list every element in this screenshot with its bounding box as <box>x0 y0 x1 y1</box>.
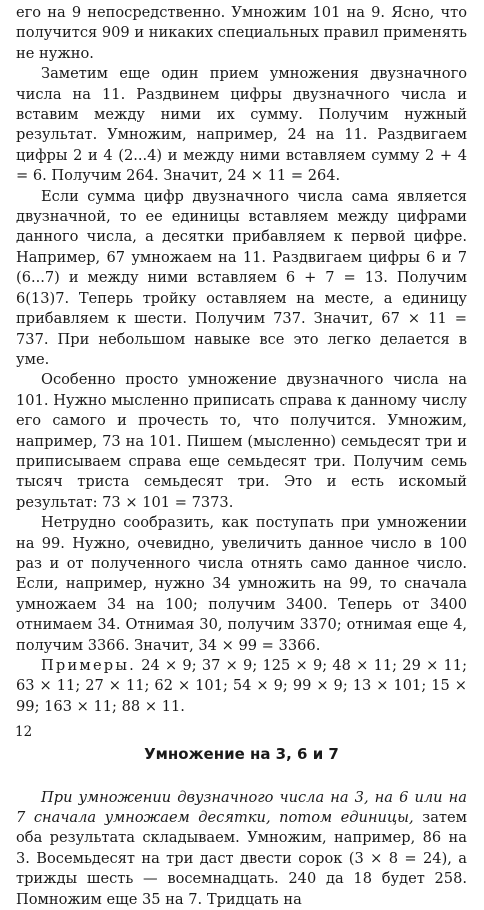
paragraph-continuation: его на 9 непосредственно. Умножим 101 на 9. Ясно, что получится 909 и никаких специальных правил применять не нужно. <box>16 4 467 62</box>
page-number: 12 <box>15 724 33 740</box>
examples-list: 24 × 9; 37 × 9; 125 × 9; 48 × 11; 29 × 11; 63 × 11; 27 × 11; 62 × 101; 54 × 9; 99 × 9; 13 × 101; 15 × 99; 163 × 11; 88 × 11. <box>16 657 467 715</box>
paragraph-multiply-by-101: Особенно просто умножение двузначного числа на 101. Нужно мысленно приписать справа к данному числу его самого и прочесть то, что получится. Умножим, например, 73 на 101. Пишем (мысленно) семьдесят три и приписываем справа еще семьдесят три. Получим семь тысяч триста семьдесят три. Это и есть искомый результат: 73 × 101 = 7373. <box>16 371 467 511</box>
paragraph-two-digit-sum: Если сумма цифр двузначного числа сама является двузначной, то ее единицы вставляем между цифрами данного числа, а десятки прибавляем к первой цифре. Например, 67 умножаем на 11. Раздвигаем цифры 6 и 7 (6...7) и между ними вставляем 6 + 7 = 13. Получим 6(13)7. Теперь тройку оставляем на месте, а единицу прибавляем к шести. Получим 737. Значит, 67 × 11 = 737. При небольшом навыке все это легко делается в уме. <box>16 187 467 368</box>
paragraph-multiply-by-11: Заметим еще один прием умножения двузначного числа на 11. Раздвинем цифры двузначного числа и вставим между ними их сумму. Получим нужный результат. Умножим, например, 24 на 11. Раздвигаем цифры 2 и 4 (2...4) и между ними вставляем сумму 2 + 4 = 6. Получим 264. Значит, 24 × 11 = 264. <box>16 65 467 185</box>
rule-body-text: затем оба результата складываем. Умножим, например, 86 на 3. Восемьдесят на три даст двести сорок (3 × 8 = 24), а трижды шесть — восемнадцать. 240 да 18 будет 258. Помножим еще 35 на 7. Тридцать на <box>16 809 467 908</box>
paragraph-multiply-by-3-6-7 <box>16 788 467 910</box>
paragraph-multiply-by-99: Нетрудно сообразить, как поступать при умножении на 99. Нужно, очевидно, увеличить данное число в 100 раз и от полученного числа отнять само данное число. Если, например, нужно 34 умножить на 99, то сначала умножаем 34 на 100; получим 3400. Теперь от 3400 отнимаем 34. Отнимая 30, получим 3370; отнимая еще 4, получим 3366. Значит, 34 × 99 = 3366. <box>16 514 467 654</box>
rule-italic-text: При умножении двузначного числа на 3, на 6 или на 7 сначала умножаем десятки, потом единицы, <box>16 788 467 827</box>
section-title: Умножение на 3, 6 и 7 <box>144 745 339 764</box>
examples-label: Примеры. <box>41 657 136 674</box>
examples-paragraph <box>16 656 467 717</box>
